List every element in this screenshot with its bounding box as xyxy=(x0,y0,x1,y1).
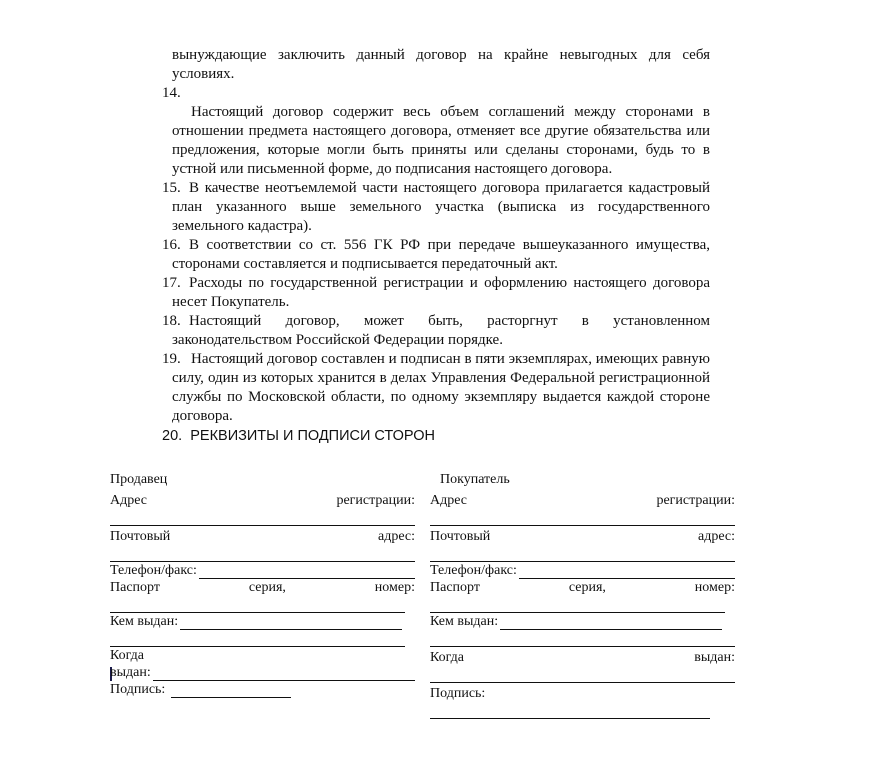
phone-field[interactable] xyxy=(199,564,415,579)
label-text: выдан: xyxy=(110,665,151,680)
issued-when-label xyxy=(110,647,415,664)
issued-when-field[interactable] xyxy=(153,666,415,681)
label-text: Телефон/факс: xyxy=(110,563,197,578)
list-number: 15. xyxy=(162,180,181,196)
label-text: серия, xyxy=(248,580,286,595)
paragraph-text: вынуждающие заключить данный договор на крайне невыгодных для себя условиях. xyxy=(172,47,710,82)
issued-when-row xyxy=(110,664,415,681)
label-text: Кем выдан: xyxy=(110,614,179,629)
label-text: адрес: xyxy=(377,529,415,544)
address-reg-field[interactable] xyxy=(110,509,415,526)
phone-field[interactable] xyxy=(519,564,735,579)
numbered-list xyxy=(162,46,710,446)
seller-title: Продавец xyxy=(110,472,168,487)
issued-by-field[interactable] xyxy=(180,615,402,630)
issued-by-row xyxy=(110,613,402,630)
label-text: регистрации: xyxy=(336,493,415,508)
issued-by-field-2[interactable] xyxy=(430,630,735,647)
heading-number: 20. xyxy=(162,428,183,444)
label-text: Кем выдан: xyxy=(430,614,499,629)
label-text: Адрес xyxy=(430,493,468,508)
buyer-block xyxy=(430,470,735,719)
issued-when-field[interactable] xyxy=(430,666,735,683)
list-item-14 xyxy=(162,84,710,179)
paragraph-text: Настоящий договор содержит весь объем соглашений между сторонами в отношении предмета настоящего договора, отменяет все другие обязательства или предложения, которые могли быть приняты или сделаны сторонами, будь то в устной или письменной форме, до подписания настоящего договора. xyxy=(172,104,710,177)
postal-label xyxy=(430,528,735,545)
issued-by-field-2[interactable] xyxy=(110,630,405,647)
label-text: номер: xyxy=(374,580,415,595)
label-text: Телефон/факс: xyxy=(430,563,517,578)
postal-label xyxy=(110,528,415,545)
label-text: выдан: xyxy=(694,650,735,665)
list-number: 16. xyxy=(162,237,181,253)
issued-when-label xyxy=(430,649,735,666)
paragraph-text: Настоящий договор, может быть, расторгнут в установленном законодательством Российской Федерации порядке. xyxy=(172,313,710,348)
label-text: регистрации: xyxy=(656,493,735,508)
postal-field[interactable] xyxy=(430,545,735,562)
signature-field[interactable] xyxy=(430,702,710,719)
address-reg-label xyxy=(430,492,735,509)
phone-row xyxy=(110,562,415,579)
list-number: 17. xyxy=(162,275,181,291)
list-item-15 xyxy=(162,179,710,236)
list-number: 18. xyxy=(162,313,181,329)
passport-label xyxy=(110,579,415,596)
list-item-18 xyxy=(162,312,710,350)
signature-row xyxy=(110,681,415,698)
intro-continuation xyxy=(162,46,710,84)
label-text: Почтовый xyxy=(430,529,491,544)
label-text: номер: xyxy=(694,580,735,595)
seller-block xyxy=(110,470,415,698)
label-text: адрес: xyxy=(697,529,735,544)
signature-label xyxy=(430,685,735,702)
passport-field[interactable] xyxy=(110,596,405,613)
paragraph-text: В соответствии со ст. 556 ГК РФ при передаче вышеуказанного имущества, сторонами составляется и подписывается передаточный акт. xyxy=(172,237,710,272)
postal-field[interactable] xyxy=(110,545,415,562)
label-text: Когда xyxy=(110,648,145,663)
label-text: Паспорт xyxy=(430,580,480,595)
buyer-title: Покупатель xyxy=(440,472,510,487)
address-reg-field[interactable] xyxy=(430,509,735,526)
issued-by-row xyxy=(430,613,722,630)
label-text: Адрес xyxy=(110,493,148,508)
paragraph-text: Расходы по государственной регистрации и оформлению настоящего договора несет Покупатель. xyxy=(172,275,710,310)
signature-field[interactable] xyxy=(171,683,291,698)
list-item-19 xyxy=(162,350,710,426)
label-text: Почтовый xyxy=(110,529,171,544)
issued-by-field[interactable] xyxy=(500,615,722,630)
paragraph-text: Настоящий договор составлен и подписан в пяти экземплярах, имеющих равную силу, один из которых хранится в делах Управления Федеральной регистрационной службы по Московской области, по одному экземпляру выдается каждой стороне договора. xyxy=(172,351,710,424)
address-reg-label xyxy=(110,492,415,509)
label-text: Подпись: xyxy=(430,686,486,701)
list-item-17 xyxy=(162,274,710,312)
paragraph-text: В качестве неотъемлемой части настоящего договора прилагается кадастровый план указанного выше земельного участка (выписка из государственного земельного кадастра). xyxy=(172,180,710,234)
passport-label xyxy=(430,579,735,596)
label-text: серия, xyxy=(568,580,606,595)
list-number: 19. xyxy=(162,351,181,367)
label-text: Подпись: xyxy=(110,682,166,697)
label-text: Паспорт xyxy=(110,580,160,595)
heading-text: РЕКВИЗИТЫ И ПОДПИСИ СТОРОН xyxy=(190,428,436,444)
passport-field[interactable] xyxy=(430,596,725,613)
list-number: 14. xyxy=(162,85,181,101)
list-item-16 xyxy=(162,236,710,274)
label-text: Когда xyxy=(430,650,465,665)
section-heading xyxy=(162,426,710,446)
phone-row xyxy=(430,562,735,579)
